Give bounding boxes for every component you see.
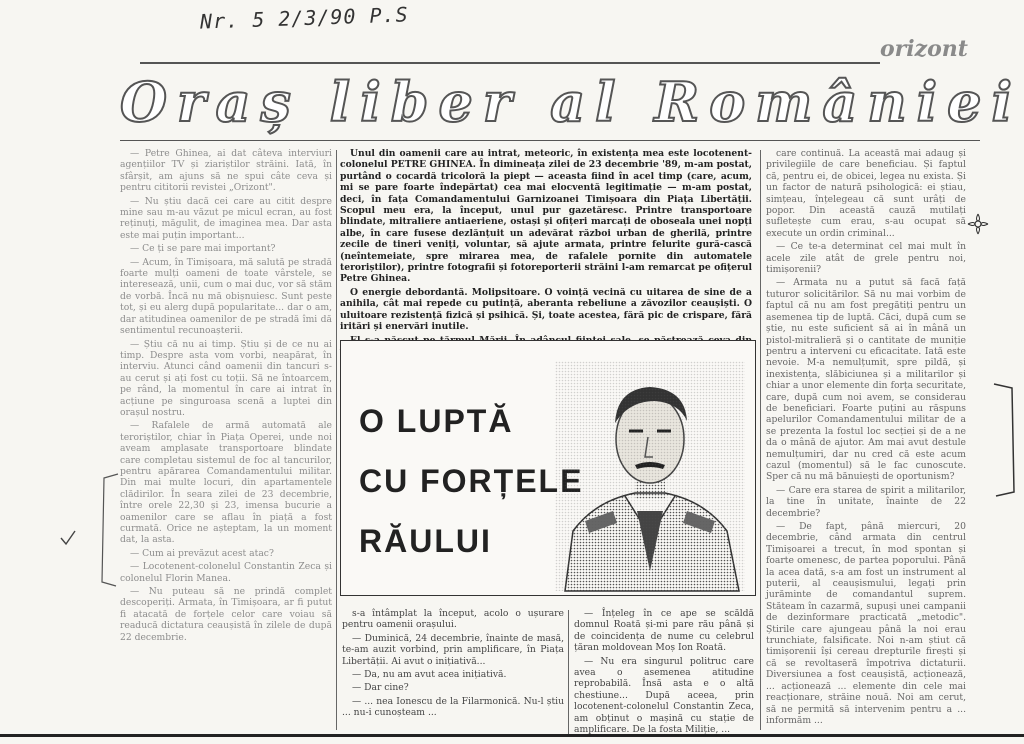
paragraph: — Ce ți se pare mai important? [130, 243, 276, 255]
paragraph: — Nu puteau să ne prindă complet descoperiți. Armata, în Timișoara, ar fi putut fi atacată de forțele celor care voiau să readucă dictatura ceaușistă în zilele de după 22 decembrie. [120, 586, 332, 643]
paragraph: — Petre Ghinea, ai dat câteva interviuri agențiilor TV și ziariștilor străini. Iată, în sfârșit, am ajuns să ne spui câte ceva și pentru cititorii revistei „Orizont". [120, 148, 332, 194]
bottom-left-column [342, 608, 564, 736]
right-column [766, 148, 966, 728]
paragraph: Unul din oamenii care au intrat, meteoric, în existența mea este locotenent-colonelul PETRE GHINEA. În dimineața zilei de 23 decembrie '89, m-am postat, purtând o cocardă tricoloră la piept — aceasta fiind în acel timp (care, acum, mi se pare foarte îndepărtat) cea mai elocventă legitimație — m-am postat, deci, în fața Comandamentului Garnizoanei Timișoara din Piața Libertății. Scopul meu era, la început, unul pur gazetăresc. Printre transportoare blindate, mitraliere antiaeriene, ostași și ofițeri marcați de oboseala unei nopți albe, în care fusese dezlănțuit un adevărat război urban de gherilă, printre zecile de tineri veniți, voluntar, să ajute armata, printre felurite gură-cască (neîntemeiate, spre mirarea mea, de rafalele pornite din automatele teroriștilor), printre fotografii și fotoreporterii străini l-am remarcat pe ofițerul Petre Ghinea. [340, 148, 752, 285]
intro-column [340, 148, 752, 333]
paragraph: — Înțeleg în ce ape se scăldă domnul Roată și-mi pare rău până și de coincidența de nume cu celebrul țăran moldovean Moș Ion Roată. [574, 608, 754, 654]
bottom-border [0, 734, 1024, 737]
title-box [340, 340, 756, 596]
column-divider [336, 150, 337, 730]
column-divider [568, 610, 569, 734]
paragraph: care continuă. La această mai adaug și privilegiile de care beneficiau. Și faptul că, pentru ei, de obicei, legea nu exista. Și un factor de natură psihologică: ei știau, simțeau, înțelegeau că sunt urâți de popor. Din această cauză mutilați sufletește cum erau, s-au ocupat să execute un ordin criminal... [766, 148, 966, 239]
box-title-line: O LUPTĂ [359, 403, 514, 439]
paragraph: — Nu știu dacă cei care au citit despre mine sau m-au văzut pe micul ecran, au fost reținuți, măgulit, de imaginea mea. Dar asta este mai puțin important... [120, 195, 332, 241]
paragraph: — Locotenent-colonelul Constantin Zeca și colonelul Florin Manea. [120, 561, 332, 584]
paragraph: — Rafalele de armă automată ale teroriștilor, chiar în Piața Operei, unde noi aveam amplasate transportoare blindate care completau sistemul de foc al tancurilor, pentru apărarea Comandamentului militar. Din mai multe locuri, din apartamentele clădirilor. În seara zilei de 23 decembrie, între orele 22,30 și 23, imensa bucurie a oamenilor care se aflau în piață a fost curmată. Orice ne așteptam, la un moment dat, la asta. [120, 420, 332, 546]
bottom-mid-column [574, 608, 754, 736]
paragraph: — Da, nu am avut acea inițiativă. [352, 669, 507, 681]
check-mark-icon [58, 528, 78, 548]
box-title-line: RĂULUI [359, 523, 492, 559]
headline-rule [120, 140, 980, 141]
paragraph: — De fapt, până miercuri, 20 decembrie, când armata din centrul Timișoarei a trecut, în mod spontan și foarte omenesc, de partea poporului. Până la acea dată, s-a am fost un instrument al puterii, al ceaușismului, legați prin jurăminte de comandantul suprem. Stăteam în cazarmă, supuși unei campanii de dezinformare practicată „metodic". Știrile care ajungeau până la noi erau trunchiate, falsificate. Noi n-am știut că timișorenii își cereau drepturile firești și că se revoltaseră împotriva dictaturii. Diversiunea a fost ceaușistă, acționează, ... acționează ... elemente din cele mai reacționare, străine nouă. Noi am cerut, să ne permită să intervenim pentru a ... informăm ... [766, 521, 966, 726]
paragraph: — Dar cine? [352, 682, 409, 694]
paragraph: — Cum ai prevăzut acest atac? [130, 547, 274, 559]
paragraph: — Armata nu a putut să facă față tuturor solicitărilor. Să nu mai vorbim de faptul că nu am fost pregătiți pentru un asemenea tip de luptă. Căci, după cum se știe, nu este suficient să ai în mână un pistol-mitralieră și o cantitate de muniție pentru a interveni cu eficacitate. Iată este nevoie. M-a nemulțumit, spre pildă, și inexistența, slăbiciunea și a militarilor și chiar a unor elemente din forța securitate, care, după cum noi avem, se considerau de beneficiari. Foarte puțini au răspuns apelurilor Comandamentului militar de a se prezenta la fostul loc secției și de a ne da o mână de ajutor. Am mai avut destule nemulțumiri, dar nu cred că este acum cazul (momentul) să le fac cunoscute. Sper că nu mă bănuiești de oportunism? [766, 277, 966, 483]
margin-bracket-mark-icon [98, 470, 122, 590]
paragraph: — Știu că nu ai timp. Știu și de ce nu ai timp. Despre asta vom vorbi, neapărat, în interviu. Atunci când oamenii din tancuri s-au cerut și ați fost cu toții. Să ne întoarcem, pe rând, la momentul în care ai intrat în acțiune pe singuroasa scenă a luptei din orașul nostru. [120, 338, 332, 418]
margin-bracket-mark-icon [990, 380, 1020, 500]
column-divider [760, 150, 761, 730]
paragraph: O energie debordantă. Molipsitoare. O voință vecină cu uitarea de sine de a anihila, cât mai repede cu putință, aberanta rebeliune a zăvozilor ceaușiști. O uluitoare rezistență fizică și psihică. Și, toate acestea, fără pic de crispare, fără iritări și enervări inutile. [340, 286, 752, 333]
paragraph: — ... nea Ionescu de la Filarmonică. Nu-l știu ... nu-i cunoșteam ... [342, 695, 564, 719]
pencil-flower-mark-icon [966, 212, 990, 236]
paragraph: — Care era starea de spirit a militarilor, la tine în unitate, înainte de 22 decembrie? [766, 484, 966, 519]
section-label: orizont [880, 36, 968, 62]
headline: Oraș liber al României [120, 70, 1023, 134]
paragraph: s-a întâmplat la început, acolo o ușurare pentru oamenii orașului. [342, 608, 564, 631]
handwritten-note: Nr. 5 2/3/90 P.S [199, 2, 410, 34]
paragraph: — Duminică, 24 decembrie, înainte de masă, te-am auzit vorbind, prin amplificare, în Piața Libertății. Ai avut o inițiativă... [342, 632, 564, 667]
paragraph: — Acum, în Timișoara, mă salută pe stradă foarte mulți oameni de toate vârstele, se interesează, unii, cum o mai duc, vor să stăm de vorbă. Încă nu mă obișnuiesc. Sunt peste tot, și eu alerg după popularitate... dar o am, dar atitudinea oamenilor de pe stradă îmi dă sentimentul recunoașterii. [120, 256, 332, 337]
paragraph: — Nu era singurul politruc care avea o asemenea atitudine reprobabilă. Însă asta e o altă chestiune... După aceea, prin locotenent-colonelul Constantin Zeca, am obținut o mașină cu stație de amplificare. De la fosta Miliție, ... [574, 655, 754, 736]
left-column [120, 148, 332, 728]
box-title-line: CU FORȚELE [359, 463, 584, 499]
paragraph: — Ce te-a determinat cel mai mult în acele zile atât de grele pentru noi, timișorenii? [766, 241, 966, 276]
box-title [359, 391, 583, 571]
top-rule [140, 62, 880, 64]
officer-portrait-icon [555, 361, 745, 591]
